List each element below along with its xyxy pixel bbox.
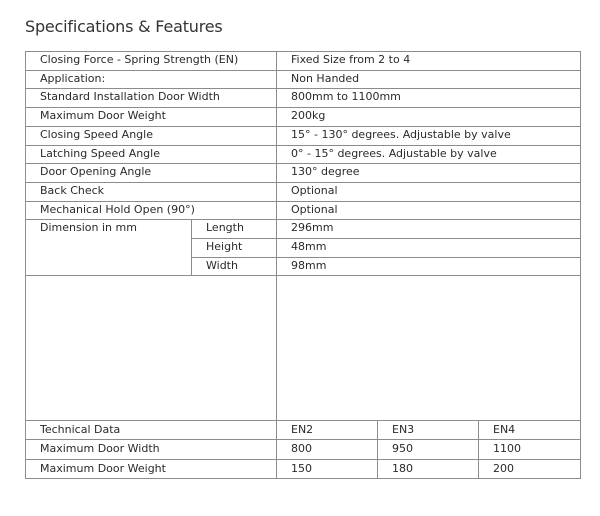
technical-row-label: Maximum Door Weight [40,462,166,475]
row-divider [25,70,581,71]
spec-value: Optional [291,203,338,216]
column-divider [276,51,277,479]
row-divider [25,420,581,421]
model-header: EN4 [493,423,516,436]
row-divider [25,145,581,146]
technical-value: 1100 [493,442,521,455]
row-divider [25,219,581,220]
column-divider [478,420,479,479]
spec-label: Closing Force - Spring Strength (EN) [40,53,239,66]
spec-value: 130° degree [291,165,360,178]
spec-label: Latching Speed Angle [40,147,160,160]
dimension-sub-label: Height [206,240,243,253]
row-divider [25,163,581,164]
row-divider [25,182,581,183]
spec-label: Back Check [40,184,105,197]
dimension-value: 296mm [291,221,334,234]
technical-value: 200 [493,462,514,475]
spec-label: Application: [40,72,106,85]
dimension-label: Dimension in mm [40,221,137,234]
dimension-value: 48mm [291,240,327,253]
table-bottom-border [25,478,581,479]
spec-label: Door Opening Angle [40,165,152,178]
spec-label: Mechanical Hold Open (90°) [40,203,195,216]
spec-label: Closing Speed Angle [40,128,153,141]
technical-value: 800 [291,442,312,455]
spec-label: Maximum Door Weight [40,109,166,122]
spec-label: Standard Installation Door Width [40,90,220,103]
spec-value: 200kg [291,109,326,122]
model-header: EN2 [291,423,314,436]
row-divider [25,201,581,202]
technical-value: 180 [392,462,413,475]
technical-row-label: Maximum Door Width [40,442,160,455]
dimension-sub-label: Length [206,221,244,234]
technical-value: 150 [291,462,312,475]
table-left-border [25,51,26,479]
row-divider [191,238,581,239]
spec-value: 15° - 130° degrees. Adjustable by valve [291,128,511,141]
row-divider [25,126,581,127]
row-divider [25,275,581,276]
spec-value: Non Handed [291,72,360,85]
table-top-border [25,51,581,52]
technical-data-header: Technical Data [40,423,121,436]
spec-value: 0° - 15° degrees. Adjustable by valve [291,147,497,160]
row-divider [25,88,581,89]
row-divider [191,257,581,258]
spec-value: 800mm to 1100mm [291,90,401,103]
column-divider [191,219,192,276]
spec-value: Fixed Size from 2 to 4 [291,53,411,66]
spec-value: Optional [291,184,338,197]
dimension-sub-label: Width [206,259,238,272]
row-divider [25,107,581,108]
column-divider [377,420,378,479]
row-divider [25,439,581,440]
technical-value: 950 [392,442,413,455]
dimension-value: 98mm [291,259,327,272]
page-title: Specifications & Features [25,17,223,36]
row-divider [25,459,581,460]
table-right-border [580,51,581,479]
model-header: EN3 [392,423,415,436]
